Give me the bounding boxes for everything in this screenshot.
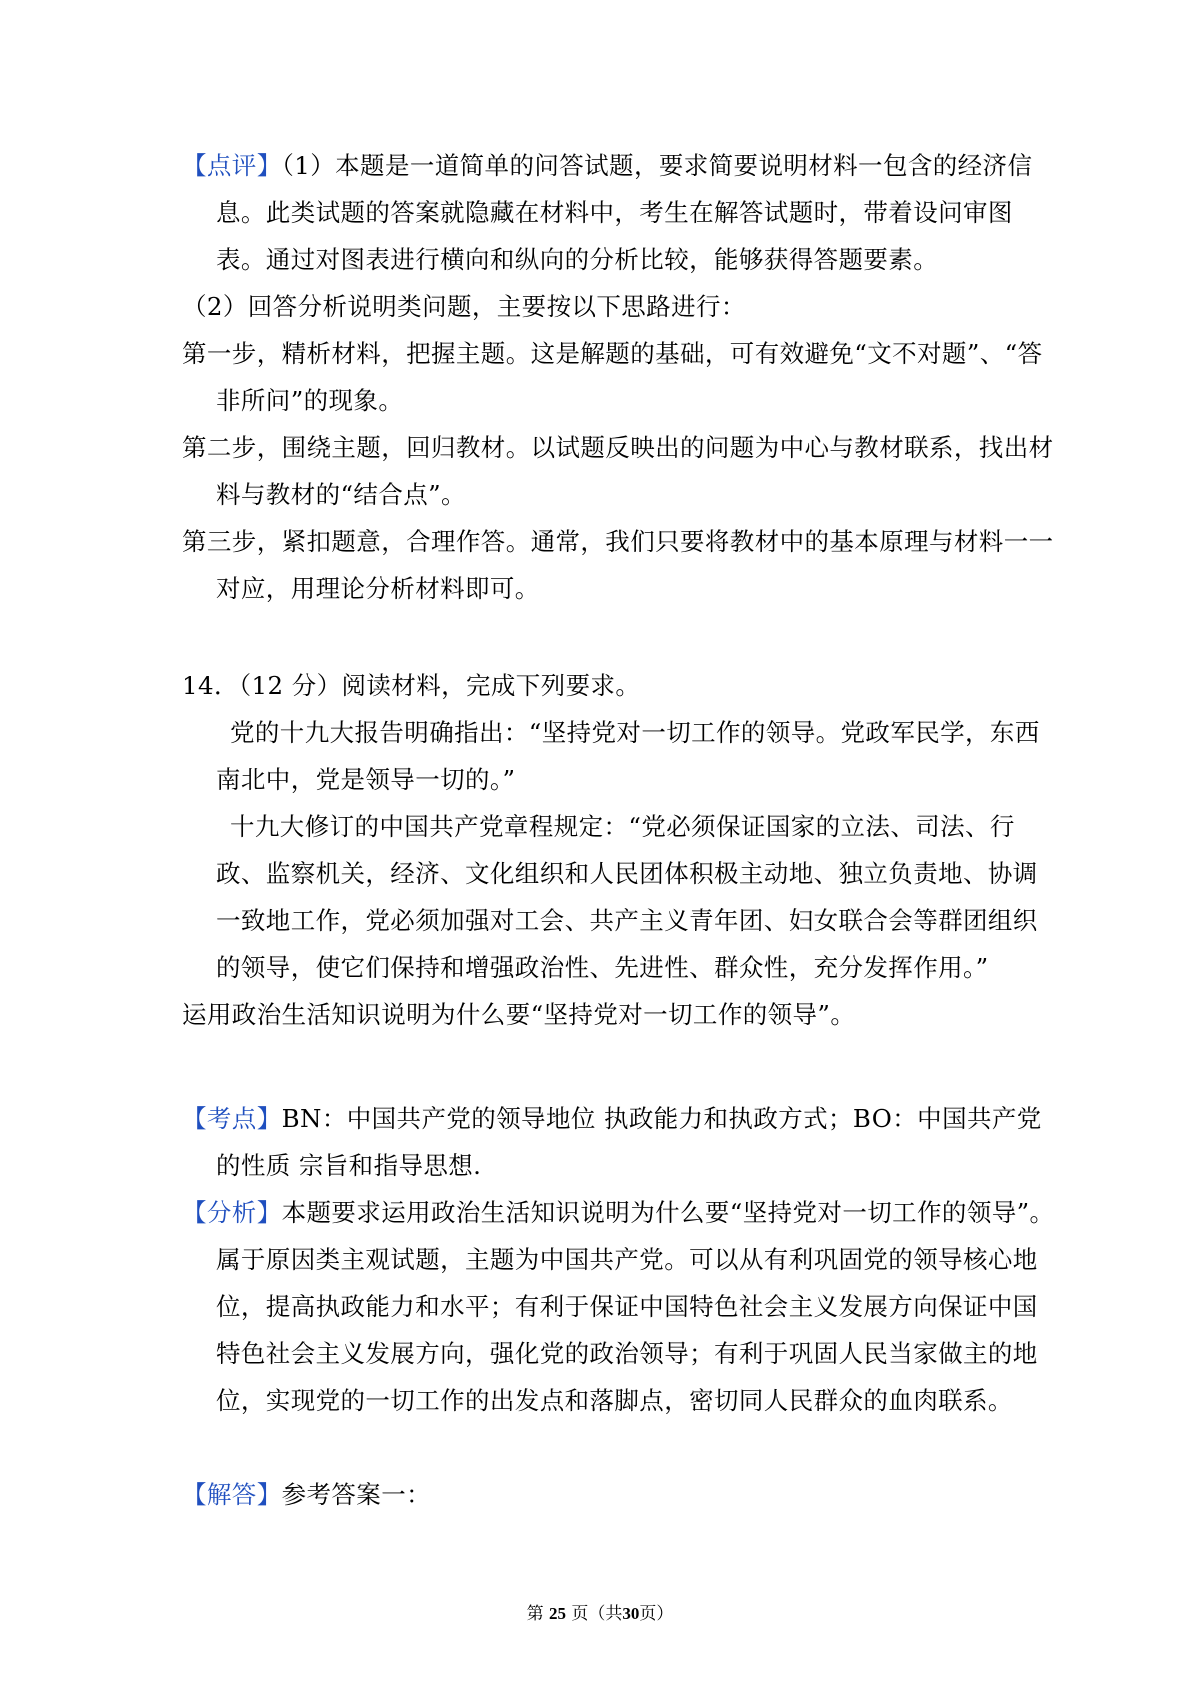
kaodian-paragraph [182, 1095, 1060, 1189]
fenxi-tag: 【分析】 [182, 1198, 282, 1227]
review-step-1: 第一步，精析材料，把握主题。这是解题的基础，可有效避免“文不对题”、“答非所问”的现象。 [182, 339, 1043, 415]
review-paragraph-1 [182, 142, 1060, 283]
question-material-1: 党的十九大报告明确指出：“坚持党对一切工作的领导。党政军民学，东西南北中，党是领导一切的。” [216, 718, 1040, 794]
jieda-paragraph [182, 1471, 1026, 1518]
review-step-2: 第二步，围绕主题，回归教材。以试题反映出的问题为中心与教材联系，找出材料与教材的“结合点”。 [182, 433, 1054, 509]
footer-prefix: 第 [526, 1604, 544, 1624]
footer-page-number: 25 [549, 1604, 566, 1623]
review-paragraph-2: （2）回答分析说明类问题，主要按以下思路进行： [182, 292, 746, 321]
fenxi-text: 本题要求运用政治生活知识说明为什么要“坚持党对一切工作的领导”。属于原因类主观试题，主题为中国共产党。可以从有利巩固党的领导核心地位，提高执政能力和水平；有利于保证中国特色社会主义发展方向保证中国特色社会主义发展方向，强化党的政治领导；有利于巩固人民当家做主的地位，实现党的一切工作的出发点和落脚点，密切同人民群众的血肉联系。 [216, 1198, 1055, 1415]
footer-middle: 页（共 [571, 1604, 623, 1624]
kaodian-text: BN：中国共产党的领导地位 执政能力和执政方式；BO：中国共产党的性质 宗旨和指导思想. [216, 1104, 1042, 1180]
kaodian-tag: 【考点】 [182, 1104, 282, 1133]
page-footer [0, 1599, 1200, 1624]
jieda-tag: 【解答】 [182, 1480, 282, 1509]
question-heading: 14．（12 分）阅读材料，完成下列要求。 [182, 671, 641, 700]
review-tag: 【点评】 [182, 151, 282, 180]
review-step-3: 第三步，紧扣题意，合理作答。通常，我们只要将教材中的基本原理与材料一一对应，用理论分析材料即可。 [182, 527, 1054, 603]
fenxi-paragraph [182, 1189, 1060, 1424]
footer-suffix: 页） [639, 1604, 674, 1624]
jieda-text: 参考答案一： [281, 1480, 432, 1509]
review-text-1: （1）本题是一道简单的问答试题，要求简要说明材料一包含的经济信息。此类试题的答案就隐藏在材料中，考生在解答试题时，带着设问审图表。通过对图表进行横向和纵向的分析比较，能够获得答题要素。 [216, 151, 1033, 274]
footer-total-pages: 30 [622, 1604, 640, 1623]
question-material-2: 十九大修订的中国共产党章程规定：“党必须保证国家的立法、司法、行政、监察机关，经济、文化组织和人民团体积极主动地、独立负责地、协调一致地工作，党必须加强对工会、共产主义青年团、妇女联合会等群团组织的领导，使它们保持和增强政治性、先进性、群众性，充分发挥作用。” [216, 812, 1038, 982]
question-ask: 运用政治生活知识说明为什么要“坚持党对一切工作的领导”。 [182, 1000, 856, 1029]
